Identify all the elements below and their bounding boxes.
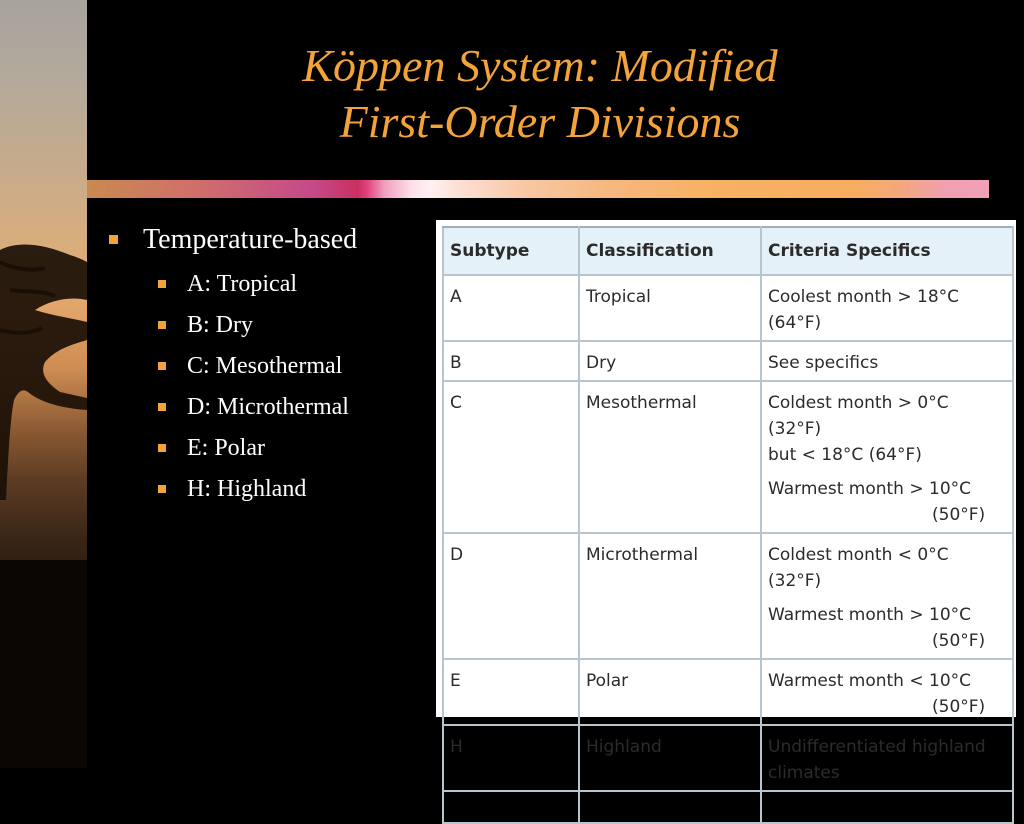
sunset-photo-strip — [0, 0, 87, 768]
criteria-line-continued: (50°F) — [932, 505, 986, 525]
table-body — [443, 275, 1013, 823]
empty-cell — [579, 791, 761, 823]
criteria-block — [768, 390, 1006, 468]
criteria-line: Undifferentiated highland — [768, 737, 986, 757]
header-subtype: Subtype — [443, 227, 579, 275]
table-row — [443, 533, 1013, 659]
sub-bullet-list — [143, 264, 357, 510]
cell-classification: Dry — [579, 341, 761, 381]
bullet-item-main — [105, 222, 357, 510]
empty-cell — [761, 791, 1013, 823]
criteria-block — [768, 542, 1006, 594]
criteria-line: Warmest month > 10°C — [768, 605, 972, 625]
koppen-table-panel — [436, 220, 1016, 783]
cell-classification: Microthermal — [579, 533, 761, 659]
cell-subtype: B — [443, 341, 579, 381]
cell-subtype: D — [443, 533, 579, 659]
header-classification: Classification — [579, 227, 761, 275]
table-row — [443, 725, 1013, 791]
table-header-row — [443, 227, 1013, 275]
table-row — [443, 659, 1013, 725]
cell-subtype: H — [443, 725, 579, 791]
cell-classification: Mesothermal — [579, 381, 761, 533]
cell-subtype: A — [443, 275, 579, 341]
sub-bullet-item: C: Mesothermal — [143, 346, 357, 387]
criteria-line-continued: but < 18°C (64°F) — [768, 445, 922, 465]
criteria-line-continued: (50°F) — [932, 697, 986, 717]
criteria-line: Coldest month < 0°C (32°F) — [768, 545, 949, 591]
sub-bullet-item: H: Highland — [143, 469, 357, 510]
criteria-block — [768, 284, 1006, 336]
slide-title — [140, 38, 940, 150]
table-row — [443, 275, 1013, 341]
gradient-divider — [87, 180, 989, 198]
koppen-table — [442, 226, 1014, 824]
cell-subtype: C — [443, 381, 579, 533]
criteria-block — [768, 476, 1006, 528]
cell-classification: Polar — [579, 659, 761, 725]
criteria-line: See specifics — [768, 353, 879, 373]
sub-bullet-item: E: Polar — [143, 428, 357, 469]
criteria-block — [768, 602, 1006, 654]
table-row-empty — [443, 791, 1013, 823]
sub-bullet-item: D: Microthermal — [143, 387, 357, 428]
bullet-list — [105, 222, 357, 510]
tree-silhouette-icon — [0, 0, 87, 768]
criteria-block — [768, 734, 1006, 786]
cell-subtype: E — [443, 659, 579, 725]
sub-bullet-item: A: Tropical — [143, 264, 357, 305]
cell-criteria — [761, 533, 1013, 659]
cell-criteria — [761, 275, 1013, 341]
criteria-block — [768, 668, 1006, 720]
criteria-line-continued: (50°F) — [932, 631, 986, 651]
criteria-line: Warmest month < 10°C — [768, 671, 972, 691]
criteria-line: Warmest month > 10°C — [768, 479, 972, 499]
empty-cell — [443, 791, 579, 823]
table-row — [443, 381, 1013, 533]
cell-criteria — [761, 341, 1013, 381]
criteria-block — [768, 350, 1006, 376]
criteria-line: Coolest month > 18°C (64°F) — [768, 287, 960, 333]
cell-classification: Tropical — [579, 275, 761, 341]
cell-criteria — [761, 659, 1013, 725]
cell-criteria — [761, 725, 1013, 791]
cell-criteria — [761, 381, 1013, 533]
sub-bullet-item: B: Dry — [143, 305, 357, 346]
table-row — [443, 341, 1013, 381]
bullet-main-label: Temperature-based — [143, 224, 358, 255]
criteria-line-continued: climates — [768, 763, 840, 783]
title-line-1: Köppen System: Modified — [302, 40, 778, 91]
title-line-2: First-Order Divisions — [339, 96, 741, 147]
criteria-line: Coldest month > 0°C (32°F) — [768, 393, 949, 439]
header-criteria: Criteria Specifics — [761, 227, 1013, 275]
cell-classification: Highland — [579, 725, 761, 791]
